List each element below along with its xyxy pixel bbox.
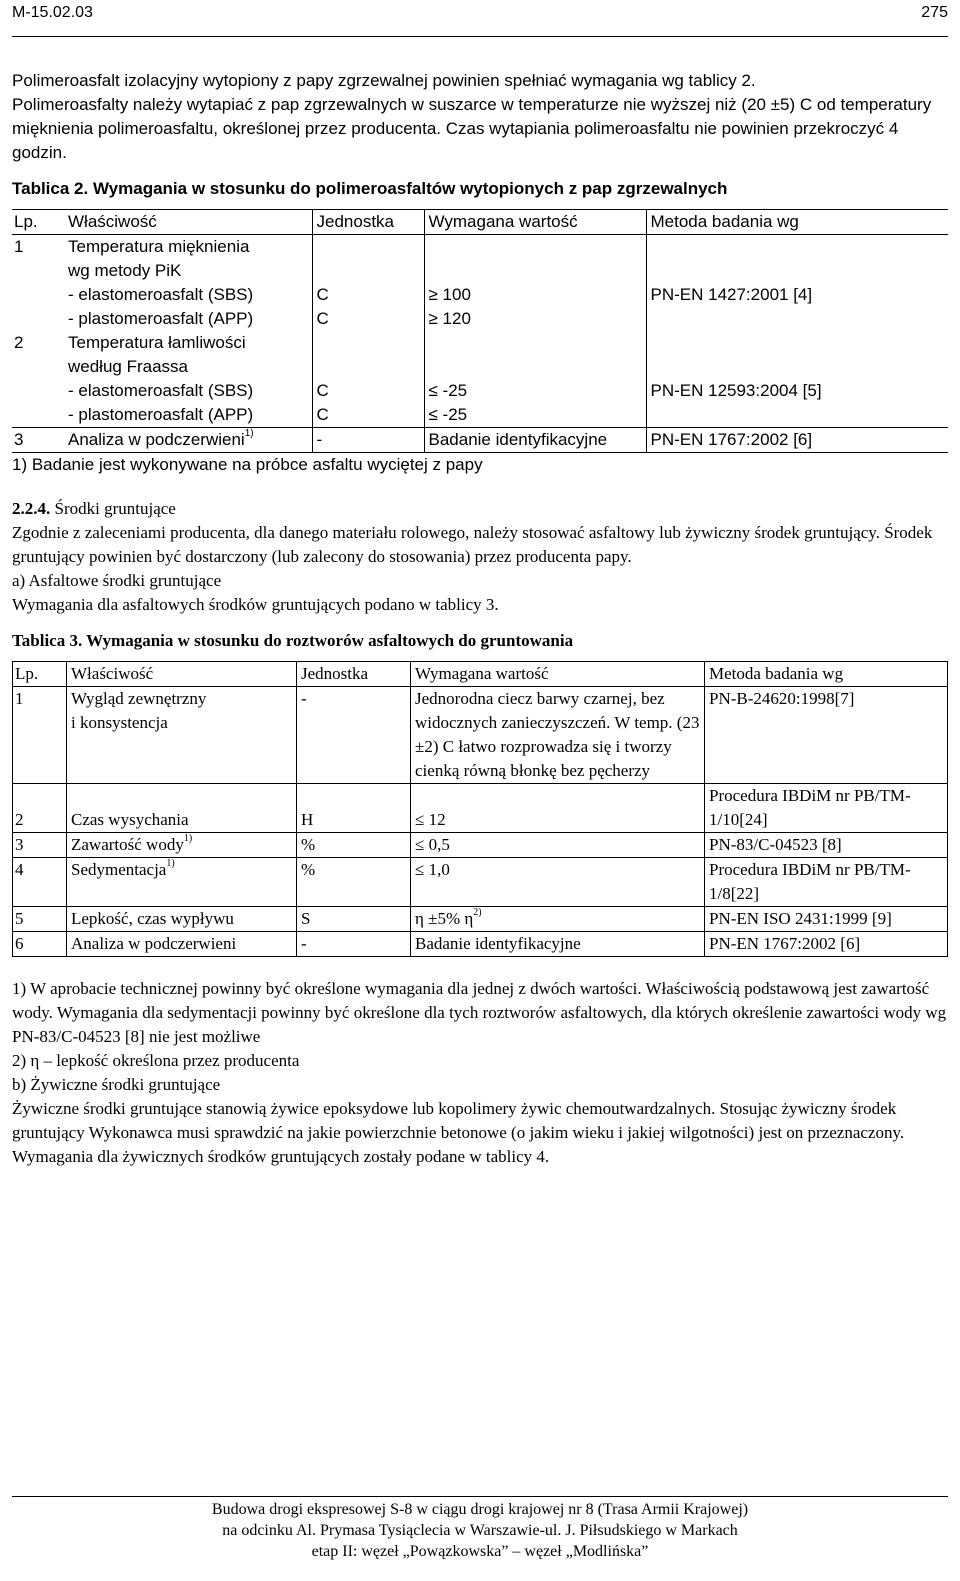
row-property: [64, 428, 312, 453]
spacer: [12, 477, 948, 497]
row-property: Wygląd zewnętrzny i konsystencja: [67, 687, 297, 784]
section-title: Środki gruntujące: [54, 499, 176, 518]
table2-footnote: 1) Badanie jest wykonywane na próbce asfaltu wyciętej z papy: [12, 455, 483, 474]
row-unit: S: [297, 907, 411, 932]
footnote-ref: 1): [183, 833, 193, 845]
row-value: Jednorodna ciecz barwy czarnej, bez widocznych zanieczyszczeń. W temp. (23 ±2) C łatwo rozprowadza się i tworzy cienką równą błonkę bez pęcherzy: [411, 687, 705, 784]
section-number: 2.2.4.: [12, 499, 51, 518]
footer-line-1: Budowa drogi ekspresowej S-8 w ciągu drogi krajowej nr 8 (Trasa Armii Krajowej): [211, 1501, 749, 1518]
table-row: [13, 932, 948, 957]
row-lp: 2: [13, 784, 67, 833]
row-property: Temperatura łamliwości według Fraassa - elastomeroasfalt (SBS) - plastomeroasfalt (APP): [68, 333, 254, 424]
row-method: PN-EN ISO 2431:1999 [9]: [705, 907, 948, 932]
row-unit: H: [297, 784, 411, 833]
row-property: Analiza w podczerwieni: [67, 932, 297, 957]
row-property: Lepkość, czas wypływu: [67, 907, 297, 932]
row-unit: -: [297, 687, 411, 784]
row-property: Czas wysychania: [67, 784, 297, 833]
section-a-title: a) Asfaltowe środki gruntujące: [12, 571, 222, 590]
header-value: Wymagana wartość: [411, 662, 705, 687]
row-property-text: Zawartość wody: [71, 835, 184, 854]
table-row: [12, 428, 948, 453]
row-lp: 1: [13, 687, 67, 784]
row-value: ≤ 0,5: [411, 833, 705, 858]
header-method: Metoda badania wg: [646, 210, 948, 235]
footer-line-3: etap II: węzeł „Powązkowska” – węzeł „Modlińska”: [311, 1543, 649, 1560]
row-method: Procedura IBDiM nr PB/TM-1/8[22]: [705, 858, 948, 907]
row-method: PN-B-24620:1998[7]: [705, 687, 948, 784]
row-unit: %: [297, 858, 411, 907]
table2-caption: Tablica 2. Wymagania w stosunku do polimeroasfaltów wytopionych z pap zgrzewalnych: [12, 179, 728, 198]
section-a-text: Wymagania dla asfaltowych środków gruntujących podano w tablicy 3.: [12, 595, 499, 614]
header-value: Wymagana wartość: [424, 210, 646, 235]
table-3: [12, 661, 948, 957]
row-lp: 1: [14, 237, 24, 256]
row-property: [67, 833, 297, 858]
footnote-ref: 2): [473, 907, 482, 919]
intro-paragraph-1: Polimeroasfalt izolacyjny wytopiony z papy zgrzewalnej powinien spełniać wymagania wg tablicy 2.: [12, 71, 756, 90]
intro-paragraph-2: Polimeroasfalty należy wytapiać z pap zgrzewalnych w suszarce w temperaturze nie wyższej niż (20 ±5) C od temperatury mięknienia polimeroasfaltu, określonej przez producenta. Czas wytapiania polimeroasfaltu nie powinien przekroczyć 4 godzin.: [12, 95, 932, 162]
row-lp: 2: [14, 333, 24, 352]
row-value: Badanie identyfikacyjne: [424, 428, 646, 453]
section-heading: [12, 497, 948, 521]
row-unit: -: [312, 428, 424, 453]
table-row: [13, 858, 948, 907]
table3-caption: Tablica 3. Wymagania w stosunku do roztworów asfaltowych do gruntowania: [12, 631, 574, 650]
header-unit: Jednostka: [297, 662, 411, 687]
row-value: [411, 907, 705, 932]
row-method: PN-EN 1427:2001 [4]: [646, 235, 948, 332]
row-method: PN-83/C-04523 [8]: [705, 833, 948, 858]
header-lp: Lp.: [13, 662, 67, 687]
row-method: PN-EN 1767:2002 [6]: [646, 428, 948, 453]
note-1: 1) W aprobacie technicznej powinny być określone wymagania dla jednej z dwóch wartości. Właściwością podstawową jest zawartość wody. Wymagania dla sedymentacji powinny być określone dla tych roztworów asfaltowych, dla których określenie zawartości wody wg PN-83/C-04523 [8] nie jest możliwe: [12, 979, 947, 1046]
spec-code: M-15.02.03: [12, 4, 93, 21]
document-body: [12, 69, 948, 1169]
row-property-text: Sedymentacja: [71, 860, 167, 879]
row-lp: 3: [14, 430, 24, 449]
page-header: [12, 0, 948, 37]
table-header-row: [12, 210, 948, 235]
row-lp: 6: [13, 932, 67, 957]
footnote-ref: 1): [244, 428, 254, 440]
row-property: Temperatura mięknienia wg metody PiK - elastomeroasfalt (SBS) - plastomeroasfalt (APP): [68, 237, 254, 328]
table-row: [13, 907, 948, 932]
table-row: [12, 331, 948, 428]
page-number: 275: [921, 4, 948, 21]
table-header-row: [13, 662, 948, 687]
row-lp: 3: [13, 833, 67, 858]
row-unit: C C: [312, 331, 424, 428]
row-value: ≤ 1,0: [411, 858, 705, 907]
table-row: [13, 784, 948, 833]
spacer: [12, 957, 948, 977]
section-b-text: Żywiczne środki gruntujące stanowią żywice epoksydowe lub kopolimery żywic chemoutwardzalnych. Stosując żywiczny środek gruntujący Wykonawca musi sprawdzić na jakie powierzchnie betonowe (o jakim wieku i jakiej wilgotności) jest on przeznaczony.: [12, 1099, 905, 1142]
row-unit: C C: [312, 235, 424, 332]
row-method: PN-EN 12593:2004 [5]: [646, 331, 948, 428]
header-lp: Lp.: [12, 210, 64, 235]
header-unit: Jednostka: [312, 210, 424, 235]
table-2: [12, 209, 948, 453]
section-b-title: b) Żywiczne środki gruntujące: [12, 1075, 221, 1094]
row-method: PN-EN 1767:2002 [6]: [705, 932, 948, 957]
row-value: ≥ 100 ≥ 120: [424, 235, 646, 332]
table-row: [13, 687, 948, 784]
table-row: [12, 235, 948, 332]
header-method: Metoda badania wg: [705, 662, 948, 687]
table-row: [13, 833, 948, 858]
header-property: Właściwość: [64, 210, 312, 235]
header-property: Właściwość: [67, 662, 297, 687]
section-b-text-2: Wymagania dla żywicznych środków gruntujących zostały podane w tablicy 4.: [12, 1147, 550, 1166]
row-value-text: η ±5% η: [415, 909, 474, 928]
section-paragraph: Zgodnie z zaleceniami producenta, dla danego materiału rolowego, należy stosować asfaltowy lub żywiczny środek gruntujący. Środek gruntujący powinien być dostarczony (lub zalecony do stosowania) przez producenta papy.: [12, 523, 933, 566]
row-unit: -: [297, 932, 411, 957]
row-lp: 5: [13, 907, 67, 932]
footer-line-2: na odcinku Al. Prymasa Tysiąclecia w Warszawie-ul. J. Piłsudskiego w Markach: [222, 1522, 738, 1539]
row-lp: 4: [13, 858, 67, 907]
row-property: [67, 858, 297, 907]
page-footer: [12, 1496, 948, 1562]
row-value: ≤ -25 ≤ -25: [424, 331, 646, 428]
footnote-ref: 1): [166, 858, 175, 870]
row-value: Badanie identyfikacyjne: [411, 932, 705, 957]
row-method: Procedura IBDiM nr PB/TM-1/10[24]: [705, 784, 948, 833]
row-property-text: Analiza w podczerwieni: [68, 430, 245, 449]
row-value: ≤ 12: [411, 784, 705, 833]
note-2: 2) η – lepkość określona przez producenta: [12, 1051, 300, 1070]
row-unit: %: [297, 833, 411, 858]
